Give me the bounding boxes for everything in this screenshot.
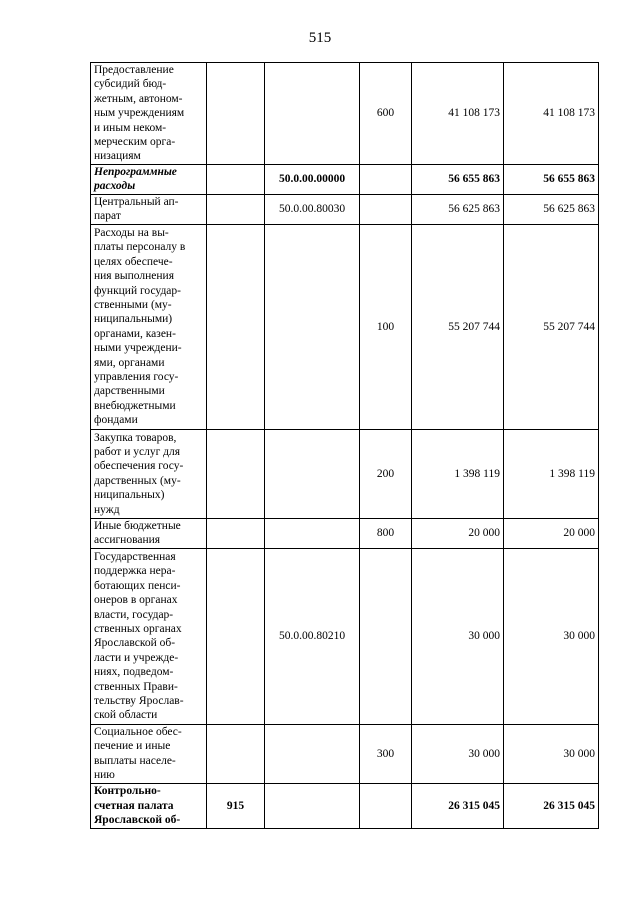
csr-cell [265, 429, 360, 518]
row-name-cell: Непрограммные расходы [91, 164, 207, 194]
row-name-cell: Центральный ап- парат [91, 194, 207, 224]
ministry-cell: 915 [207, 783, 265, 828]
row-name-cell: Социальное обес- печение и иные выплаты населе- нию [91, 724, 207, 783]
sum2-cell: 55 207 744 [504, 224, 599, 429]
sum1-cell: 56 655 863 [412, 164, 504, 194]
sum2-cell: 20 000 [504, 518, 599, 548]
table-row [91, 429, 599, 518]
vr-cell [360, 783, 412, 828]
table-row [91, 164, 599, 194]
budget-table [90, 62, 599, 829]
csr-cell: 50.0.00.00000 [265, 164, 360, 194]
sum2-cell: 26 315 045 [504, 783, 599, 828]
row-name-cell: Иные бюджетные ассигнования [91, 518, 207, 548]
ministry-cell [207, 724, 265, 783]
ministry-cell [207, 194, 265, 224]
sum2-cell: 56 655 863 [504, 164, 599, 194]
sum1-cell: 55 207 744 [412, 224, 504, 429]
sum2-cell: 30 000 [504, 548, 599, 724]
vr-cell [360, 164, 412, 194]
sum1-cell: 56 625 863 [412, 194, 504, 224]
csr-cell: 50.0.00.80030 [265, 194, 360, 224]
row-name-cell: Контрольно- счетная палата Ярославской об- [91, 783, 207, 828]
csr-cell: 50.0.00.80210 [265, 548, 360, 724]
vr-cell: 200 [360, 429, 412, 518]
table-row [91, 224, 599, 429]
row-name-cell: Закупка товаров, работ и услуг для обеспечения госу- дарственных (му- ниципальных) нужд [91, 429, 207, 518]
csr-cell [265, 724, 360, 783]
sum2-cell: 56 625 863 [504, 194, 599, 224]
table-row [91, 724, 599, 783]
table-row [91, 783, 599, 828]
ministry-cell [207, 548, 265, 724]
page-number: 515 [308, 30, 332, 46]
vr-cell: 600 [360, 63, 412, 165]
csr-cell [265, 63, 360, 165]
sum2-cell: 30 000 [504, 724, 599, 783]
sum1-cell: 30 000 [412, 548, 504, 724]
ministry-cell [207, 224, 265, 429]
vr-cell [360, 548, 412, 724]
csr-cell [265, 224, 360, 429]
table-row [91, 194, 599, 224]
table-row [91, 548, 599, 724]
ministry-cell [207, 63, 265, 165]
sum1-cell: 41 108 173 [412, 63, 504, 165]
table-row [91, 518, 599, 548]
row-name-cell: Расходы на вы- платы персоналу в целях обеспече- ния выполнения функций государ- ственными (му- ниципальными) органами, казен- ными учреждени- ями, органами управления госу- дарственными внебюджетными фондами [91, 224, 207, 429]
ministry-cell [207, 164, 265, 194]
csr-cell [265, 783, 360, 828]
vr-cell: 100 [360, 224, 412, 429]
sum1-cell: 20 000 [412, 518, 504, 548]
ministry-cell [207, 518, 265, 548]
sum1-cell: 26 315 045 [412, 783, 504, 828]
ministry-cell [207, 429, 265, 518]
row-name-cell: Государственная поддержка нера- ботающих пенси- онеров в органах власти, государ- ственных органах Ярославской об- ласти и учрежде- ниях, подведом- ственных Прави- тельству Ярослав- ской области [91, 548, 207, 724]
sum1-cell: 30 000 [412, 724, 504, 783]
vr-cell [360, 194, 412, 224]
sum2-cell: 1 398 119 [504, 429, 599, 518]
csr-cell [265, 518, 360, 548]
sum2-cell: 41 108 173 [504, 63, 599, 165]
sum1-cell: 1 398 119 [412, 429, 504, 518]
vr-cell: 800 [360, 518, 412, 548]
row-name-cell: Предоставление субсидий бюд- жетным, автоном- ным учреждениям и иным неком- мерческим орга- низациям [91, 63, 207, 165]
vr-cell: 300 [360, 724, 412, 783]
table-row [91, 63, 599, 165]
